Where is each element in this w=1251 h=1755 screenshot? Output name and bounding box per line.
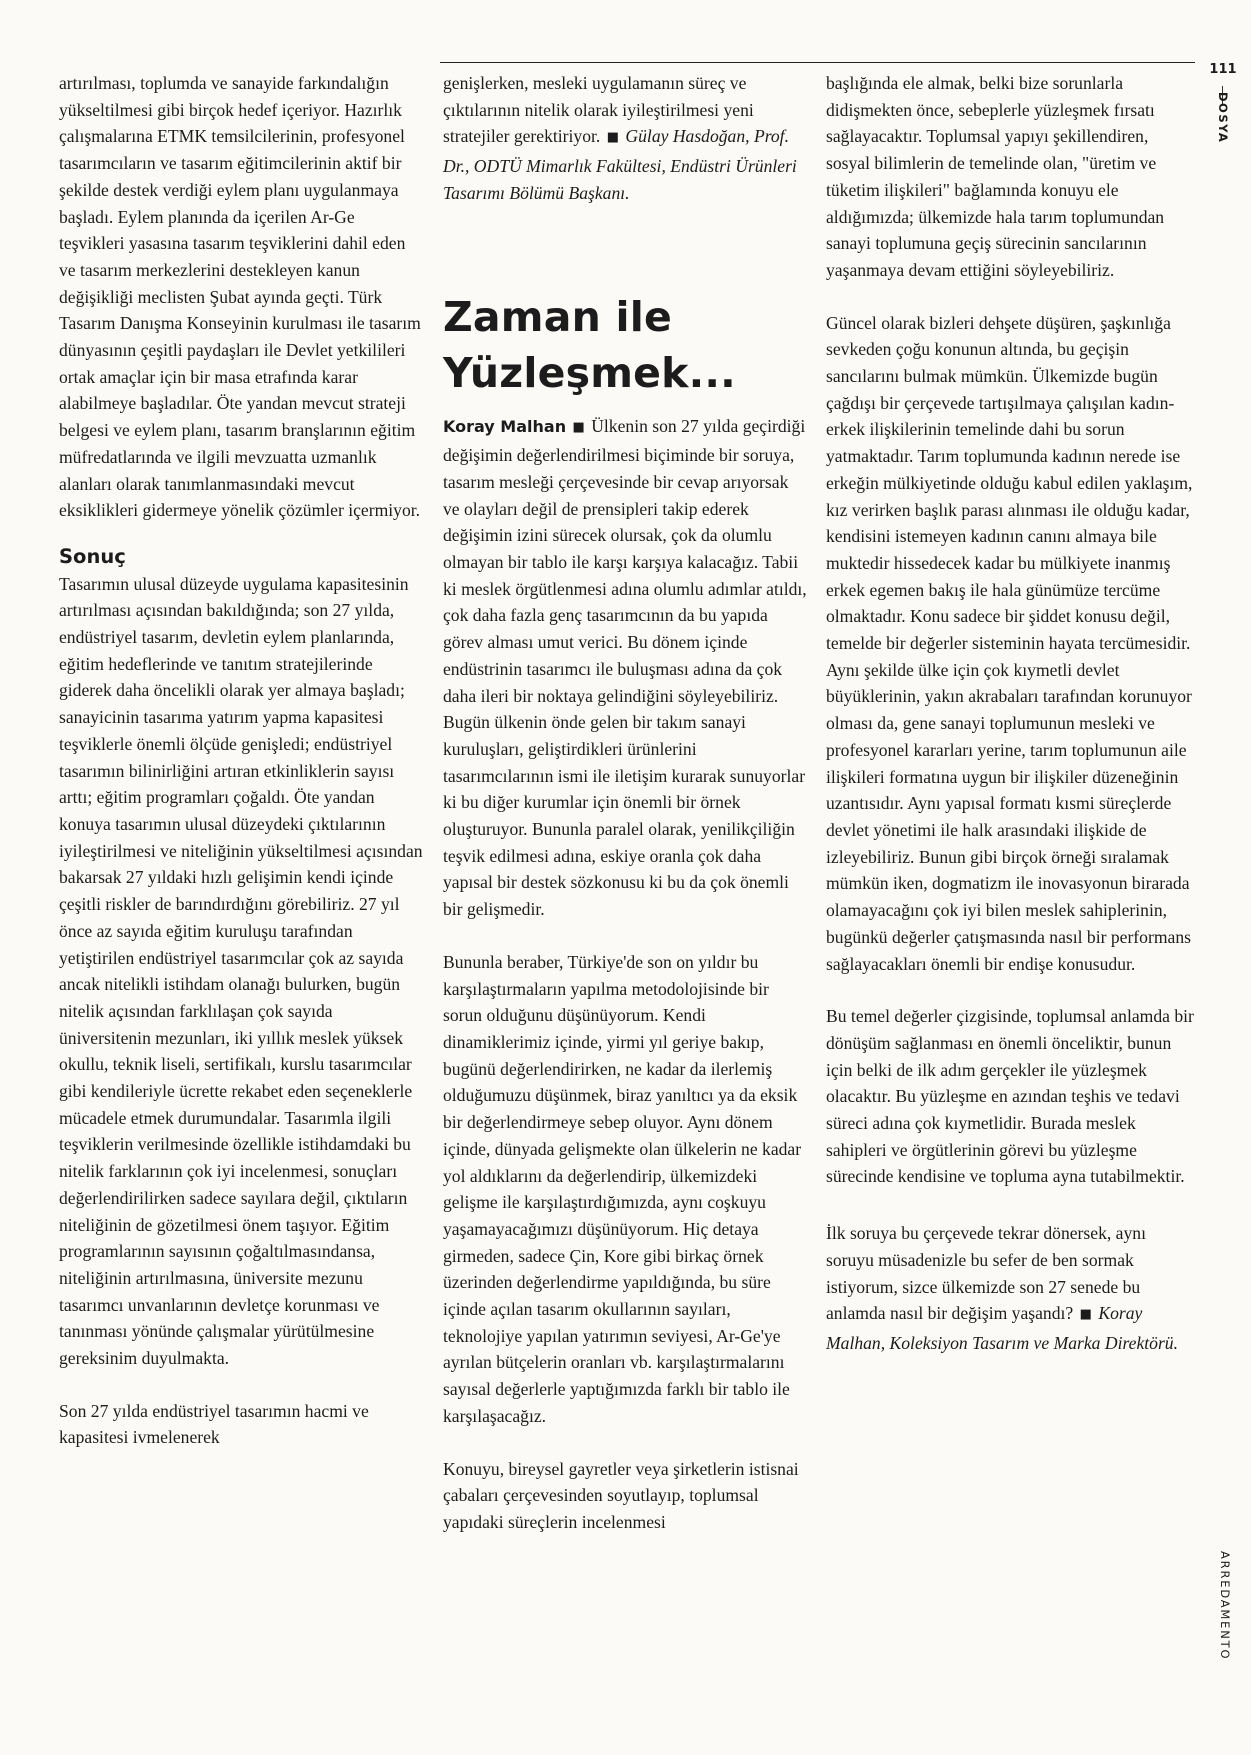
section-label: DOSYA xyxy=(1216,92,1230,144)
column-2 xyxy=(443,70,808,1536)
body-paragraph: Konuyu, bireysel gayretler veya şirketlerin istisnai çabaları çerçevesinden soyutlayıp, toplumsal yapıdaki süreçlerin incelenmesi xyxy=(443,1458,799,1532)
author-signature: Gülay Hasdoğan, Prof. Dr., ODTÜ Mimarlık Fakültesi, Endüstri Ürünleri Tasarımı Bölümü Başkanı. xyxy=(443,126,797,203)
body-paragraph: Bu temel değerler çizgisinde, toplumsal anlamda bir dönüşüm sağlanması en önemli önceliktir, bunun için belki de ilk adım gerçekler ile yüzleşmek olacaktır. Bu yüzleşme en azından teşhis ve tedavi süreci adına çok kıymetlidir. Burada meslek sahipleri ve örgütlerinin görevi bu yüzleşme sürecinde kendisine ve topluma ayna tutabilmektir. xyxy=(826,1006,1194,1187)
section-heading: Sonuç xyxy=(59,544,126,568)
body-paragraph: Son 27 yılda endüstriyel tasarımın hacmi ve kapasitesi ivmelenerek xyxy=(59,1400,369,1448)
byline-author: Koray Malhan xyxy=(443,416,567,436)
author-signature: Koray Malhan, Koleksiyon Tasarım ve Marka Direktörü. xyxy=(826,1303,1179,1353)
body-paragraph: Güncel olarak bizleri dehşete düşüren, şaşkınlığa sevkeden çoğu konunun altında, bu geçişin sancılarını bulmak mümkün. Ülkemizde bugün çağdışı bir çerçevede tartışılmaya çalışılan kadın-erkek ilişkilerinin temelinde dahi bu sorun yatmaktadır. Tarım toplumunda kadının nerede ise erkeğin mülkiyetinde olduğu kabul edilen yaklaşım, kız verirken başlık parası alınması ile olduğu kadar, kendisini istemeyen kadının canını almaya bile muktedir hissedecek kadar bu mülkiyete inanmış erkek egemen bakış ile hala günümüze tercüme olmaktadır. Konu sadece bir şiddet konusu değil, temelde bir değerler sisteminin hayata tercümesidir. Aynı şekilde ülke için çok kıymetli devlet büyüklerinin, yakın akrabaları tarafından korunuyor olması da, gene sanayi toplumunun mesleki ve profesyonel kararları yerine, tarım toplumunun aile ilişkileri formatına uygun bir ilişkiler düzeneğinin uzantısıdır. Aynı yapısal formatı kısmi süreçlerde devlet yönetimi ile halk arasındaki ilişkide de izleyebiliriz. Bunun gibi birçok örneği sıralamak mümkün iken, dogmatizm ile inovasyonun birarada olamayacağını çok iyi bilen meslek sahiplerinin, bugünkü değerler çatışmasında nasıl bir performans sağlayacakları önemli bir endişe konusudur. xyxy=(826,312,1193,974)
paragraph-text: genişlerken, mesleki uygulamanın süreç ve çıktılarının nitelik olarak iyileştirilmesi yeni stratejiler gerektiriyor. xyxy=(443,73,754,147)
paragraph-text: Ülkenin son 27 yılda geçirdiği değişimin değerlendirilmesi biçiminde bir soruya, tasarım mesleği çerçevesinde bir cevap arıyorsak ve olayları değil de prensipleri takip ederek değişimin izini sürecek olursak, çok da olumlu olmayan bir tablo ile karşı karşıya kalacağız. Tabii ki meslek örgütlenmesi adına olumlu adımlar atıldı, çok daha fazla genç tasarımcının da bu yapıda görev alması umut verici. Bu dönem içinde endüstrinin tasarımcı ile buluşması adına da çok daha ileri bir noktaya gelindiğini söyleyebiliriz. Bugün ülkenin önde gelen bir takım sanayi kuruluşları, geliştirdikleri ürünlerini tasarımcılarının ismi ile iletişim kurarak sunuyorlar ki bu diğer kurumlar için önemli bir örnek oluşturuyor. Bununla paralel olarak, yenilikçiliğin teşvik edilmesi adına, eskiye oranla çok daha yapısal bir destek sözkonusu ki bu da çok önemli bir gelişmedir. xyxy=(443,415,807,920)
column-1 xyxy=(59,70,424,1451)
article-headline: Zaman ile Yüzleşmek... xyxy=(443,292,736,397)
paragraph-text: İlk soruya bu çerçevede tekrar dönersek, aynı soruyu müsadenizle bu sefer de ben sormak istiyorum, sizce ülkemizde son 27 senede bu anlamda nasıl bir değişim yaşandı? xyxy=(826,1223,1146,1324)
page-number: 111 xyxy=(1209,62,1237,77)
body-paragraph: başlığında ele almak, belki bize sorunlarla didişmekten önce, sebeplerle yüzleşmek fırsatı sağlayacaktır. Toplumsal yapıyı şekillendiren, sosyal bilimlerin de temelinde olan, "üretim ve tüketim ilişkileri" bağlamında konuyu ele aldığımızda; ülkemizde hala tarım toplumundan sanayi toplumuna geçiş sürecinin sancılarının yaşanmaya devam ettiğini söyleyebiliriz. xyxy=(826,73,1165,280)
end-marker-icon: ■ xyxy=(606,130,620,146)
body-paragraph xyxy=(443,70,808,207)
body-paragraph: Tasarımın ulusal düzeyde uygulama kapasitesinin artırılması açısından bakıldığında; son 27 yılda, endüstriyel tasarım, devletin eylem planlarında, eğitim hedeflerinde ve tanıtım stratejilerinde giderek daha öncelikli olarak yer almaya başladı; sanayicinin tasarıma yatırım yapma kapasitesi teşviklerle önemli ölçüde genişledi; endüstriyel tasarımın bilinirliğini artıran etkinliklerin sayısı arttı; eğitim programları çoğaldı. Öte yandan konuya tasarımın ulusal düzeydeki çıktılarının iyileştirilmesi ve niteliğinin yükseltilmesi açısından bakarsak 27 yıldaki hızlı gelişimin kendi içinde çeşitli riskler de barındırdığını görebiliriz. 27 yıl önce az sayıda eğitim kuruluşu tarafından yetiştirilen endüstriyel tasarımcılar çok az sayıda ancak nitelikli istihdam olanağı bulurken, bugün nitelik açısından farklılaşan çok sayıda üniversitenin mezunları, iki yıllık meslek yüksek okullu, teknik liseli, sertifikalı, kurslu tasarımcılar gibi kendileriyle ücrette rekabet eden seçeneklerle mücadele etmek durumundalar. Tasarımla ilgili teşviklerin verilmesinde özellikle istihdamdaki bu nitelik farklarının çok iyi incelenmesi, sonuçları değerlendirilirken sadece sayılara değil, çıktıların niteliğinin de gözetilmesi önem taşıyor. Eğitim programlarının sayısının çoğaltılmasındansa, niteliğinin artırılmasına, üniversite mezunu tasarımcı unvanlarının devletçe korunması ve tanınması yönünde çalışmalar yürütülmesine gereksinim duyulmakta. xyxy=(59,573,423,1369)
top-rule xyxy=(440,62,1195,63)
body-paragraph: Bununla beraber, Türkiye'de son on yıldır bu karşılaştırmaların yapılma metodolojisinde bir sorun olduğunu düşünüyorum. Kendi dinamiklerimiz içinde, yirmi yıl geriye bakıp, bugünü değerlendirirken, ne kadar da ilerlemiş olduğumuzu düşünmek, biraz yanıltıcı ya da eksik bir değerlendirmeye sebep oluyor. Aynı dönem içinde, dünyada gelişmekte olan ülkelerin ne kadar yol aldıklarını da değerlendirip, ülkemizdeki gelişme ile karşılaştırdığımızda, aynı coşkuyu yaşamayacağımızı düşünüyorum. Hiç detaya girmeden, sadece Çin, Kore gibi birkaç örnek üzerinden değerlendirme yapıldığında, bu süre içinde açılan tasarım okullarının sayıları, teknolojiye yapılan yatırımın seviyesi, Ar-Ge'ye ayrılan bütçelerin oranları vb. karşılaştırmalarını sayısal değerlerle yaptığımızda farklı bir tablo ile karşılaşacağız. xyxy=(443,951,802,1426)
end-marker-icon: ■ xyxy=(1079,1307,1092,1323)
body-paragraph: artırılması, toplumda ve sanayide farkındalığın yükseltilmesi gibi birçok hedef içeriyor. Hazırlık çalışmalarına ETMK temsilcilerinin, profesyonel tasarımcıların ve tasarım eğitimcilerinin aktif bir şekilde destek verdiği eylem planı uygulanmaya başladı. Eylem planında da içerilen Ar-Ge teşvikleri yasasına tasarım teşviklerini dahil eden ve tasarım merkezlerini destekleyen kanun değişikliği meclisten Şubat ayında geçti. Türk Tasarım Danışma Konseyinin kurulması ile tasarım dünyasının çeşitli paydaşları ile Devlet yetkilileri ortak amaçlar için bir masa etrafında karar alabilmeye başladılar. Öte yandan mevcut strateji belgesi ve eylem planı, tasarım branşlarının eğitim müfredatlarında ve ilgili mevzuatta uzmanlık alanları olarak tanımlanmasındaki mevcut eksiklikleri gidermeye yönelik çözümler içermiyor. xyxy=(59,73,421,521)
body-paragraph xyxy=(443,413,808,923)
source-label: ARREDAMENTO xyxy=(1218,1551,1232,1661)
column-3 xyxy=(826,70,1194,1357)
byline-marker-icon: ■ xyxy=(572,419,585,435)
body-paragraph xyxy=(826,1220,1194,1357)
